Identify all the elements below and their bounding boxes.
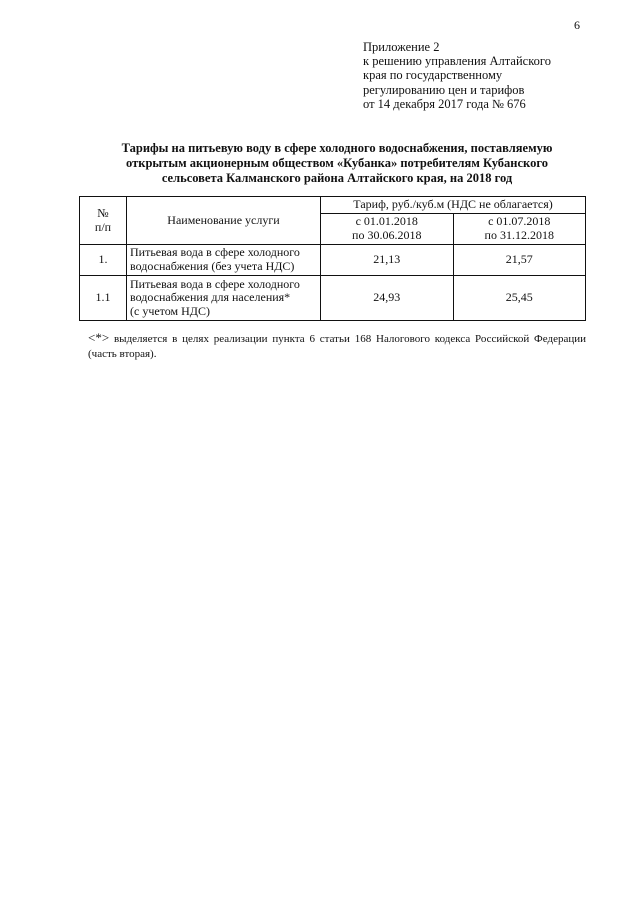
header-number-symbol: №: [97, 205, 109, 220]
period-end: по 31.12.2018: [484, 228, 554, 242]
title-line: сельсовета Калманского района Алтайского края, на 2018 год: [161, 171, 513, 185]
header-number-abbr: п/п: [94, 219, 112, 234]
header-period-1: [321, 214, 454, 245]
period-end: по 30.06.2018: [352, 228, 422, 242]
service-line: водоснабжения (без учета НДС): [130, 259, 295, 273]
service-line: Питьевая вода в сфере холодного: [130, 276, 300, 291]
title-line: Тарифы на питьевую воду в сфере холодного водоснабжения, поставляемую: [121, 141, 553, 155]
tariff-value-period-2: 25,45: [453, 276, 586, 321]
row-number: 1.1: [80, 276, 127, 321]
footnote-mark: <*>: [88, 330, 110, 345]
title-line: открытым акционерным обществом «Кубанка» потребителям Кубанского: [126, 156, 548, 170]
header-period-2: [453, 214, 586, 245]
tariff-value-period-1: 24,93: [321, 276, 454, 321]
period-start: с 01.07.2018: [488, 214, 551, 229]
appendix-line: Приложение 2: [363, 40, 440, 54]
tariff-table: [79, 196, 586, 321]
table-row: [80, 276, 586, 321]
header-service: Наименование услуги: [127, 197, 321, 245]
appendix-header: [363, 40, 603, 111]
appendix-line: края по государственному: [363, 68, 503, 83]
row-number: 1.: [80, 245, 127, 276]
footnote-line: (часть вторая).: [88, 347, 157, 360]
appendix-line: регулированию цен и тарифов: [363, 82, 525, 97]
service-line: водоснабжения для населения*: [130, 290, 291, 305]
table-header-row: [80, 197, 586, 214]
appendix-line: от 14 декабря 2017 года № 676: [363, 96, 526, 111]
appendix-line: к решению управления Алтайского: [363, 54, 551, 69]
service-name: [127, 245, 321, 276]
service-line: Питьевая вода в сфере холодного: [130, 245, 300, 260]
tariff-value-period-1: 21,13: [321, 245, 454, 276]
tariff-value-period-2: 21,57: [453, 245, 586, 276]
service-name: [127, 276, 321, 321]
footnote-line: [88, 331, 586, 347]
header-number: [80, 197, 127, 245]
header-tariff: Тариф, руб./куб.м (НДС не облагается): [321, 197, 586, 214]
document-title: [84, 141, 590, 186]
footnote: [88, 331, 586, 361]
footnote-text: выделяется в целях реализации пункта 6 статьи 168 Налогового кодекса Российской Федерации: [113, 333, 586, 345]
table-row: [80, 245, 586, 276]
page-number: 6: [574, 18, 580, 32]
period-start: с 01.01.2018: [355, 214, 418, 229]
service-line: (с учетом НДС): [130, 303, 210, 318]
